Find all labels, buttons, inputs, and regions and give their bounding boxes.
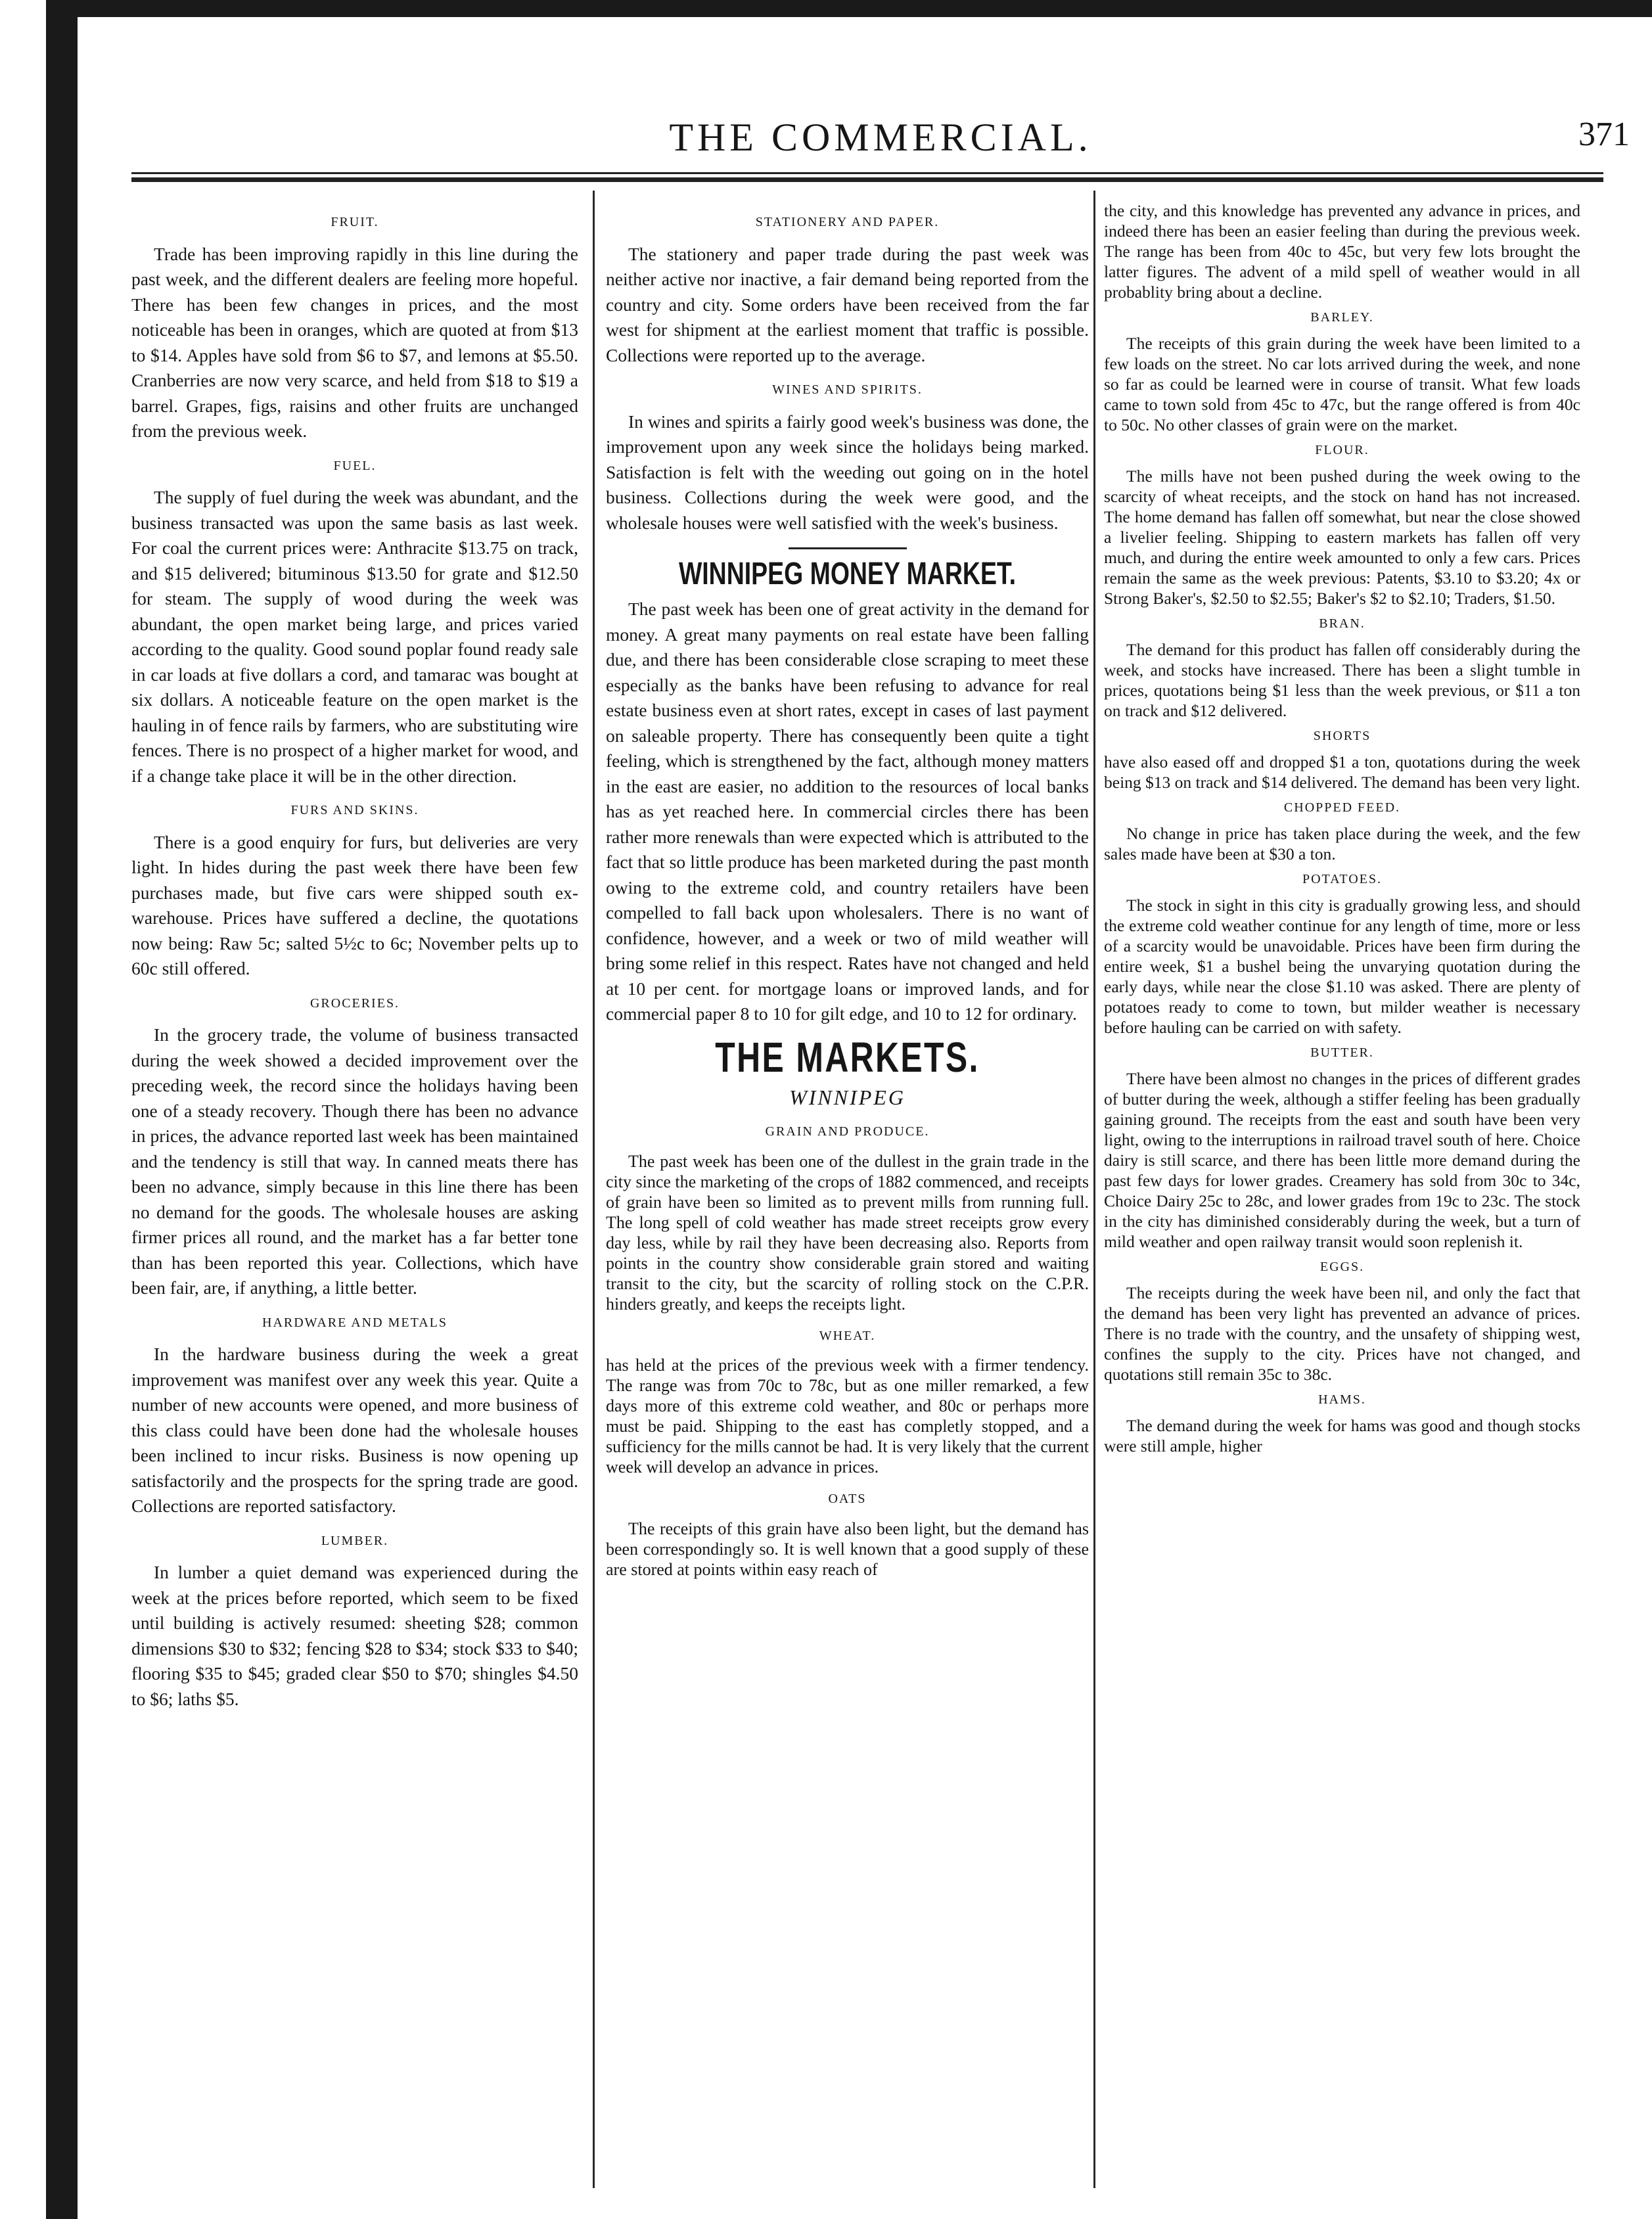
- paragraph-fuel: The supply of fuel during the week was abundant, and the business transacted was upon the same basis as last week. For coal the current prices were: Anthracite $13.75 on track, and $15 delivered; bituminous $13.50 for grate and $12.50 for steam. The supply of wood during the week was abundant, the open market being large, and prices varied according to the quality. Good sound poplar found ready sale in car loads at five dollars a cord, and tamarac was bought at six dollars. A noticeable feature on the open market is the hauling in of fence rails by farmers, who are substituting wire fences. There is no prospect of a higher market for wood, and if a change take place it will be in the other direction.: [131, 487, 578, 786]
- section-heading-wheat: WHEAT.: [819, 1328, 876, 1343]
- page-number: 371: [1578, 116, 1630, 153]
- paragraph-hams: The demand during the week for hams was good and though stocks were still ample, higher: [1104, 1416, 1580, 1455]
- section-heading-butter: BUTTER.: [1310, 1045, 1374, 1060]
- section-heading-lumber: LUMBER.: [321, 1533, 389, 1548]
- paragraph-oats-continued: the city, and this knowledge has prevented any advance in prices, and indeed there has been an easier feeling than during the previous week. The range has been from 40c to 45c, but very few lots brought the latter figures. The advent of a mild spell of weather would in all probablity bring about a decline.: [1104, 201, 1580, 302]
- section-heading-oats: OATS: [828, 1492, 867, 1506]
- section-heading-eggs: EGGS.: [1319, 1260, 1365, 1274]
- header-rule-thick: [131, 177, 1603, 182]
- section-heading-flour: FLOUR.: [1315, 443, 1369, 457]
- paragraph-grain: The past week has been one of the dullest in the grain trade in the city since the marketing of the crops of 1882 commenced, and receipts of grain have been so limited as to prevent mills from running full. The long spell of cold weather has made street receipts grow every day less, while by rail they have been decreasing also. Reports from points in the country show considerable grain stored and waiting transit to the city, but the scarcity of rolling stock on the C.P.R. hinders greatly, and keeps the receipts light.: [606, 1151, 1089, 1314]
- paragraph-eggs: The receipts during the week have been nil, and only the fact that the demand has been very light has prevented an advance of prices. There is no trade with the country, and the unsafety of shipping west, confines the supply to the city. Prices have not changed, and quotations still remain 35c to 38c.: [1104, 1283, 1580, 1384]
- publication-title: THE COMMERCIAL.: [669, 116, 1092, 159]
- section-heading-bran: BRAN.: [1319, 616, 1365, 631]
- paragraph-shorts: have also eased off and dropped $1 a ton, quotations during the week being $13 on track and $14 delivered. The demand has been very light.: [1104, 752, 1580, 792]
- subheading-winnipeg: WINNIPEG: [789, 1085, 906, 1109]
- paragraph-wines: In wines and spirits a fairly good week's business was done, the improvement upon any week since the holidays being marked. Satisfaction is felt with the weeding out going on in the hotel business. Collections during the week were good, and the wholesale houses were well satisfied with the week's business.: [606, 411, 1089, 533]
- left-binding-edge: [46, 0, 78, 2219]
- section-heading-hams: HAMS.: [1318, 1392, 1366, 1407]
- paragraph-barley: The receipts of this grain during the week have been limited to a few loads on the street. No car lots arrived during the week, and none so far as could be learned were in course of transit. What few loads came to town sold from 45c to 47c, but the range offered is from 40c to 50c. No other classes of grain were on the market.: [1104, 334, 1580, 434]
- masthead: [131, 115, 1630, 168]
- paragraph-money-market: The past week has been one of great activity in the demand for money. A great many payments on real estate have been falling due, and there has been considerable close scraping to meet these especially as the banks have been refusing to advance for real estate business even at short rates, except in cases of last payment on saleable property. There has consequently been quite a tight feeling, which is strengthened by the fact, although money matters in the east are easier, no addition to the resources of local banks has as yet reached here. In commercial circles there has been rather more renewals than were expected which is attributed to the fact that so little produce has been marketed during the past month owing to the extreme cold, and country retailers have been compelled to fall back upon wholesalers. There is no want of confidence, however, and a week or two of mild weather will bring some relief in this respect. Rates have not changed and held at 10 per cent. for mortgage loans or improved lands, and for commercial paper 8 to 10 for gilt edge, and 10 to 12 for ordinary.: [606, 599, 1089, 1024]
- section-heading-fuel: FUEL.: [333, 458, 377, 473]
- section-heading-shorts: SHORTS: [1313, 729, 1371, 743]
- header-rule-thin: [131, 172, 1603, 174]
- column-1: [131, 200, 578, 2185]
- section-heading-chopped-feed: CHOPPED FEED.: [1283, 800, 1401, 815]
- paragraph-wheat: has held at the prices of the previous week with a firmer tendency. The range was from 70c to 78c, but as one miller remarked, a few days more of this extreme cold weather, and 80c or perhaps more must be paid. Shipping to the east has completly stopped, and a sufficiency for the mills cannot be had. It is very likely that the current week will develop an advance in prices.: [606, 1356, 1089, 1476]
- section-heading-furs: FURS AND SKINS.: [290, 803, 419, 817]
- paragraph-flour: The mills have not been pushed during the week owing to the scarcity of wheat receipts, and the stock on hand has not increased. The home demand has fallen off somewhat, but near the close showed a livelier feeling. Shipping to eastern markets has fallen off very much, and during the entire week amounted to only a few cars. Prices remain the same as the week previous: Patents, $3.10 to $3.20; 4x or Strong Baker's, $2.50 to $2.55; Baker's $2 to $2.10; Traders, $1.50.: [1104, 467, 1580, 608]
- heading-money-market: WINNIPEG MONEY MARKET.: [678, 557, 1017, 591]
- section-heading-barley: BARLEY.: [1310, 310, 1374, 325]
- column-rule-2: [1093, 191, 1095, 2188]
- paragraph-butter: There have been almost no changes in the prices of different grades of butter during the week, although a stiffer feeling has been gradually gaining ground. The receipts from the east and south have been very light, owing to the interruptions in railroad travel south of here. Choice dairy is still scarce, and there has been little more demand during the past few days for lower grades. Creamery has sold from 30c to 34c, Choice Dairy 25c to 28c, and lower grades from 19c to 23c. The stock in the city has diminished considerably during the week, but a turn of mild weather and open railway transit would soon replenish it.: [1104, 1069, 1580, 1251]
- section-heading-hardware: HARDWARE AND METALS: [262, 1315, 447, 1330]
- column-2: [606, 200, 1089, 2185]
- paragraph-groceries: In the grocery trade, the volume of business transacted during the week showed a decided improvement over the preceding week, the record since the holidays having been one of a steady recovery. Though there has been no advance in prices, the advance reported last week has been maintained and the tendency is still that way. In canned meats there has been no advance, simply because in this line there has been no demand for the goods. The wholesale houses are asking firmer prices all round, and the market has a far better tone than has been reported this year. Collections, which have been fair, are, if anything, a little better.: [131, 1024, 578, 1298]
- section-heading-stationery: STATIONERY AND PAPER.: [755, 215, 940, 229]
- paragraph-lumber: In lumber a quiet demand was experienced during the week at the prices before reported, which seem to be fixed until building is actively resumed: sheeting $28; common dimensions $30 to $32; fencing $28 to $34; stock $33 to $40; flooring $35 to $45; graded clear $50 to $70; shingles $4.50 to $6; laths $5.: [131, 1562, 578, 1709]
- paragraph-oats: The receipts of this grain have also been light, but the demand has been correspondingly so. It is well known that a good supply of these are stored at points within easy reach of: [606, 1519, 1089, 1579]
- paragraph-stationery: The stationery and paper trade during the past week was neither active nor inactive, a fair demand being reported from the country and city. Some orders have been received from the far west for shipment at the earliest moment that traffic is possible. Collections were reported up to the average.: [606, 243, 1089, 365]
- paragraph-bran: The demand for this product has fallen off considerably during the week, and stocks have increased. There has been a slight tumble in prices, quotations being $1 less than the week previous, or $11 a ton on track and $12 delivered.: [1104, 640, 1580, 720]
- section-heading-potatoes: POTATOES.: [1302, 872, 1383, 886]
- section-heading-fruit: FRUIT.: [331, 215, 379, 229]
- column-rule-1: [593, 191, 595, 2188]
- section-heading-groceries: GROCERIES.: [310, 995, 400, 1011]
- heading-the-markets: THE MARKETS.: [715, 1033, 980, 1081]
- paragraph-chopped-feed: No change in price has taken place during the week, and the few sales made have been at $30 a ton.: [1104, 824, 1580, 863]
- paragraph-hardware: In the hardware business during the week a great improvement was manifest over any week this year. Quite a number of new accounts were opened, and more business of this class could have been done had the wholesale houses been inclined to incur risks. Business is now opening up satisfactorily and the prospects for the spring trade are good. Collections are reported satisfactory.: [131, 1344, 578, 1516]
- section-heading-wines: WINES AND SPIRITS.: [772, 382, 923, 397]
- paragraph-fruit: Trade has been improving rapidly in this line during the past week, and the different dealers are feeling more hopeful. There has been few changes in prices, and the most noticeable has been in oranges, which are quoted at from $13 to $14. Apples have sold from $6 to $7, and lemons at $5.50. Cranberries are now very scarce, and held from $18 to $19 a barrel. Grapes, figs, raisins and other fruits are unchanged from the previous week.: [131, 243, 578, 441]
- top-border-rule: [46, 0, 1652, 17]
- paragraph-furs: There is a good enquiry for furs, but deliveries are very light. In hides during the past week there have been few purchases made, but five cars were shipped south ex-warehouse. Prices have suffered a decline, the quotations now being: Raw 5c; salted 5½c to 6c; November pelts up to 60c still offered.: [131, 831, 578, 978]
- column-3: [1104, 200, 1580, 2185]
- section-divider: [789, 547, 907, 549]
- section-heading-grain: GRAIN AND PRODUCE.: [765, 1124, 930, 1139]
- paragraph-potatoes: The stock in sight in this city is gradually growing less, and should the extreme cold weather continue for any length of time, more or less of a scarcity would be unavoidable. Prices have been firm during the entire week, $1 a bushel being the unvarying quotation during the early days, while near the close $1.10 was asked. There are plenty of potatoes ready to come to town, but milder weather is necessary before hauling can be carried on with safety.: [1104, 896, 1580, 1037]
